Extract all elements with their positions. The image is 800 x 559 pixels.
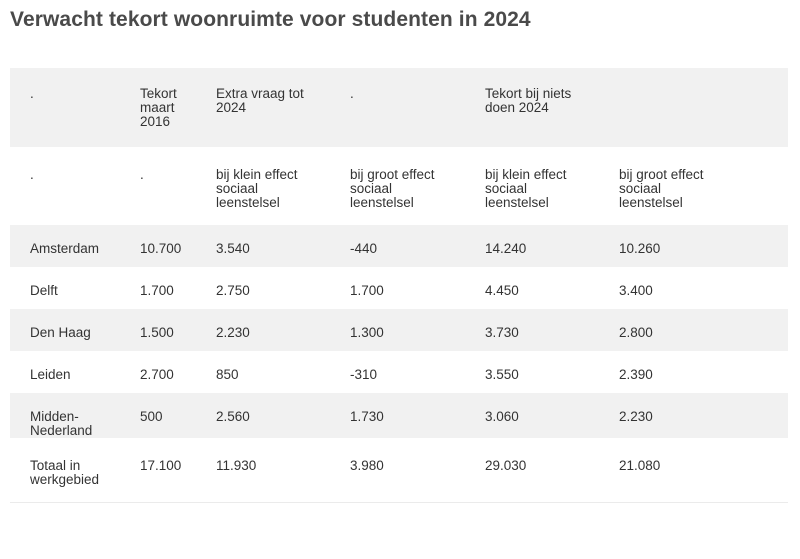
value-cell: 2.750: [205, 267, 340, 309]
city-cell: Leiden: [10, 351, 130, 393]
value-cell: 11.930: [205, 438, 340, 503]
header-row-2: [10, 147, 788, 225]
value-cell: 3.400: [609, 267, 788, 309]
value-cell: 10.700: [130, 225, 205, 267]
housing-shortage-table: [10, 68, 788, 503]
value-cell: 1.500: [130, 309, 205, 351]
subheader-cell: .: [130, 147, 205, 225]
value-cell: 4.450: [475, 267, 609, 309]
table-row: [10, 267, 788, 309]
value-cell: 3.730: [475, 309, 609, 351]
header-cell: [609, 68, 788, 147]
city-cell: Totaal in werkgebied: [10, 438, 130, 503]
table-row: [10, 351, 788, 393]
value-cell: -440: [340, 225, 475, 267]
city-cell: Den Haag: [10, 309, 130, 351]
value-cell: 3.980: [340, 438, 475, 503]
value-cell: 2.230: [205, 309, 340, 351]
header-cell: .: [10, 68, 130, 147]
header-row-1: [10, 68, 788, 147]
value-cell: 2.230: [609, 393, 788, 438]
table-row: [10, 393, 788, 438]
value-cell: 10.260: [609, 225, 788, 267]
city-cell: Delft: [10, 267, 130, 309]
value-cell: 1.300: [340, 309, 475, 351]
subheader-cell: bij groot effect sociaal leenstelsel: [609, 147, 788, 225]
value-cell: 2.800: [609, 309, 788, 351]
table-row: [10, 225, 788, 267]
header-cell: Tekort bij niets doen 2024: [475, 68, 609, 147]
header-cell: Tekort maart 2016: [130, 68, 205, 147]
city-cell: Amsterdam: [10, 225, 130, 267]
value-cell: 3.550: [475, 351, 609, 393]
value-cell: 17.100: [130, 438, 205, 503]
value-cell: 14.240: [475, 225, 609, 267]
page-title: Verwacht tekort woonruimte voor studenten in 2024: [10, 8, 531, 31]
value-cell: 1.700: [130, 267, 205, 309]
subheader-cell: bij klein effect sociaal leenstelsel: [205, 147, 340, 225]
value-cell: 29.030: [475, 438, 609, 503]
header-cell: Extra vraag tot 2024: [205, 68, 340, 147]
value-cell: 1.730: [340, 393, 475, 438]
subheader-cell: bij klein effect sociaal leenstelsel: [475, 147, 609, 225]
value-cell: 3.060: [475, 393, 609, 438]
value-cell: 850: [205, 351, 340, 393]
value-cell: 2.390: [609, 351, 788, 393]
value-cell: 21.080: [609, 438, 788, 503]
value-cell: -310: [340, 351, 475, 393]
value-cell: 2.700: [130, 351, 205, 393]
value-cell: 1.700: [340, 267, 475, 309]
table-row-total: [10, 438, 788, 503]
value-cell: 3.540: [205, 225, 340, 267]
table-row: [10, 309, 788, 351]
value-cell: 2.560: [205, 393, 340, 438]
city-cell: Midden-Nederland: [10, 393, 130, 438]
value-cell: 500: [130, 393, 205, 438]
header-cell: .: [340, 68, 475, 147]
subheader-cell: bij groot effect sociaal leenstelsel: [340, 147, 475, 225]
subheader-cell: .: [10, 147, 130, 225]
